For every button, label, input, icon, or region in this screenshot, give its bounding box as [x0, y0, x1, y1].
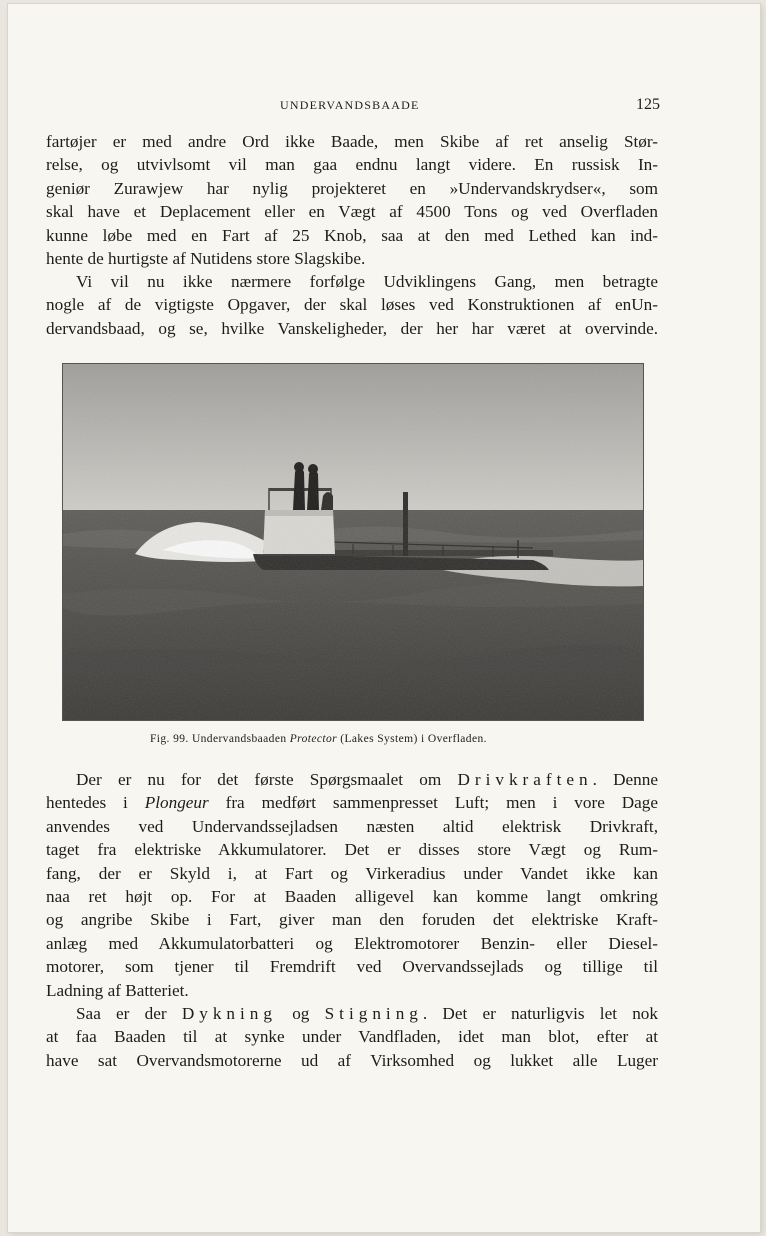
paragraph-3 [46, 768, 658, 1002]
text-line: dervandsbaad, og se, hvilke Vanskeligheder, der her har været at overvinde. [46, 318, 658, 338]
spaced-term: Drivkraften [457, 770, 593, 789]
text-run: Der er nu for det første Spørgsmaalet om [76, 770, 458, 789]
text-line: skal have et Deplacement eller en Vægt af 4500 Tons og ved Overfladen [46, 202, 658, 222]
text-line: have sat Overvandsmotorerne ud af Virksomhed og lukket alle Luger [46, 1050, 658, 1070]
page-number: 125 [636, 96, 660, 113]
text-line: og angribe Skibe i Fart, giver man den foruden det elektriske Kraft- [46, 910, 658, 930]
submarine-photograph [62, 363, 644, 721]
text-run: og [276, 1004, 325, 1023]
text-line: fartøjer er med andre Ord ikke Baade, men Skibe af ret anselig Stør- [46, 132, 658, 151]
figure-caption [150, 733, 487, 745]
text-line: at faa Baaden til at synke under Vandfladen, idet man blot, efter at [46, 1027, 658, 1047]
text-line: relse, og utvivlsomt vil man gaa endnu langt videre. En russisk In- [46, 155, 658, 175]
spaced-term: Dykning [181, 1004, 277, 1023]
text-line: kunne løbe med en Fart af 25 Knob, saa at den med Lethed kan ind- [46, 225, 658, 245]
text-run: . Det er naturligvis let nok [422, 1004, 658, 1023]
text-line: anvendes ved Undervandssejladsen næsten altid elektrisk Drivkraft, [46, 816, 658, 836]
paragraph-4 [46, 1002, 658, 1072]
text-run: . Denne [592, 770, 658, 789]
spaced-term: Stigning [324, 1004, 423, 1023]
book-page [8, 4, 760, 1232]
text-line: taget fra elektriske Akkumulatorer. Det er disses store Vægt og Rum- [46, 840, 658, 860]
caption-boat-name: Protector [289, 733, 337, 745]
text-line: Ladning af Batteriet. [46, 980, 189, 1000]
text-line [46, 768, 658, 791]
text-line: naa ret højt op. For at Baaden alligevel kan komme langt omkring [46, 886, 658, 906]
caption-suffix: (Lakes System) i Overfladen. [337, 733, 487, 745]
text-line: hente de hurtigste af Nutidens store Slagskibe. [46, 248, 366, 268]
italic-term: Plongeur [144, 793, 209, 813]
text-line [46, 1002, 658, 1025]
text-line: motorer, som tjener til Fremdrift ved Overvandssejlads og tillige til [46, 957, 658, 977]
text-line: nogle af de vigtigste Opgaver, der skal løses ved Konstruktionen af enUn- [46, 295, 658, 315]
text-run: Saa er der [76, 1004, 182, 1023]
text-run: fra medført sammenpresset Luft; men i vore Dage [208, 793, 658, 813]
caption-prefix: Fig. 99. Undervandsbaaden [150, 733, 290, 745]
text-run: hentedes i [46, 793, 145, 813]
text-line: Vi vil nu ikke nærmere forfølge Udviklingens Gang, men betragte [76, 272, 658, 291]
paragraph-1 [46, 130, 658, 270]
text-line [46, 791, 658, 814]
submarine-photo-illustration [63, 364, 643, 720]
text-line: fang, der er Skyld i, at Fart og Virkeradius under Vandet ikke kan [46, 863, 658, 883]
text-line: anlæg med Akkumulatorbatteri og Elektromotorer Benzin- eller Diesel- [46, 933, 658, 953]
running-title: UNDERVANDSBAADE [280, 98, 420, 112]
paragraph-2 [46, 270, 658, 340]
text-line: geniør Zurawjew har nylig projekteret en »Undervandskrydser«, som [46, 178, 658, 198]
